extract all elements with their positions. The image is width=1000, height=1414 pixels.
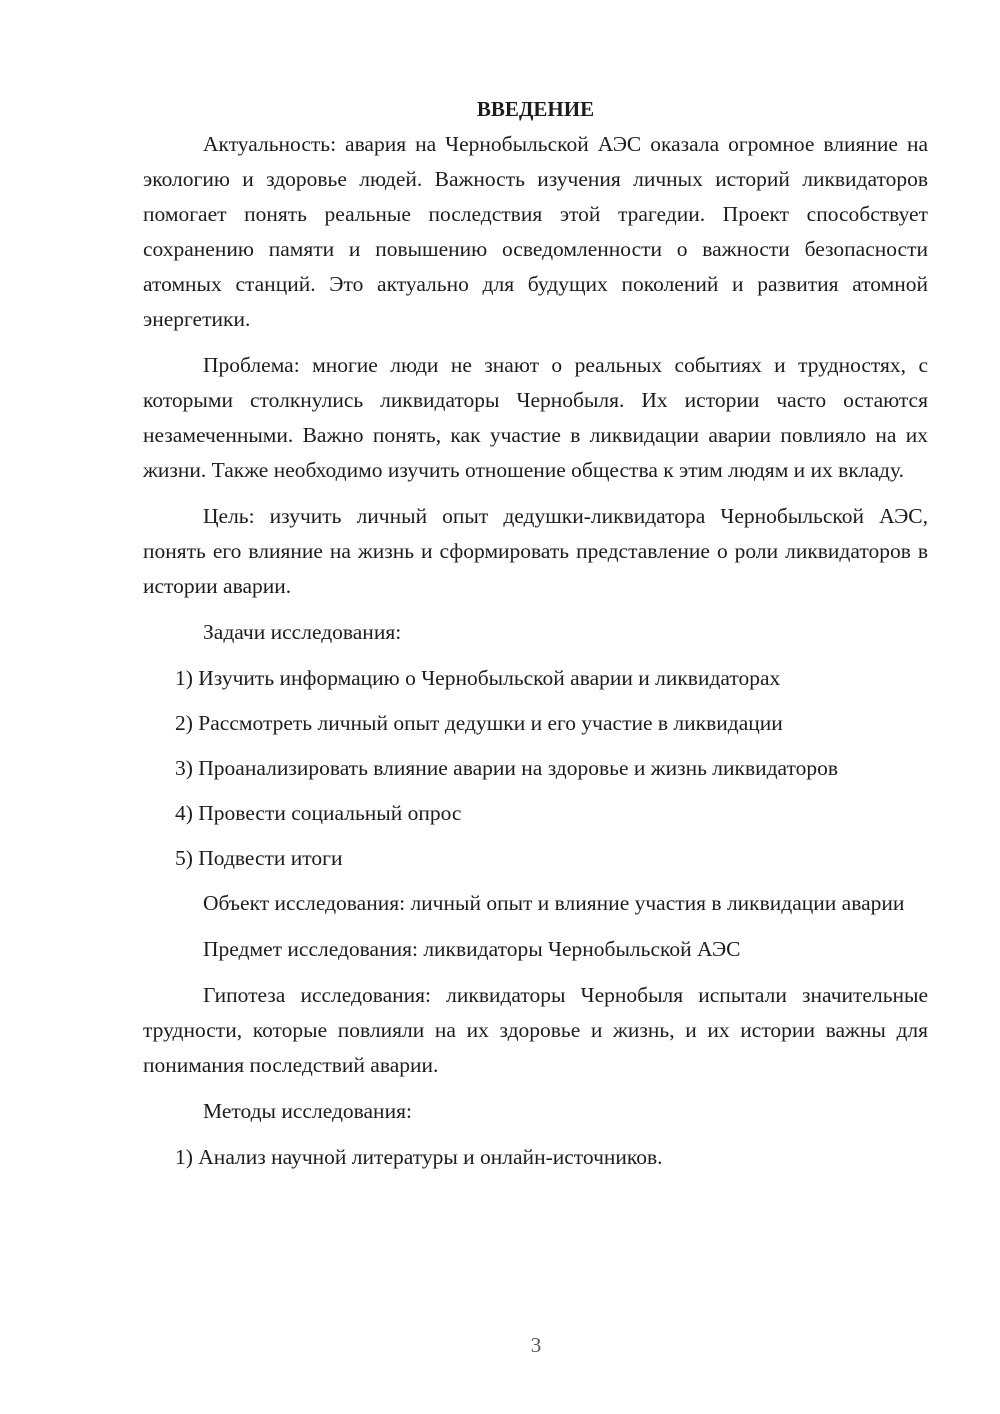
hypothesis-paragraph: Гипотеза исследования: ликвидаторы Чернобыля испытали значительные трудности, которые повлияли на их здоровье и жизнь, и их истории важны для понимания последствий аварии. bbox=[143, 983, 928, 1077]
goal-paragraph: Цель: изучить личный опыт дедушки-ликвидатора Чернобыльской АЭС, понять его влияние на жизнь и сформировать представление о роли ликвидаторов в истории аварии. bbox=[143, 504, 928, 598]
problem-paragraph: Проблема: многие люди не знают о реальных событиях и трудностях, с которыми столкнулись ликвидаторы Чернобыля. Их истории часто остаются незамеченными. Важно понять, как участие в ликвидации аварии повлияло на их жизни. Также необходимо изучить отношение общества к этим людям и их вкладу. bbox=[143, 353, 928, 482]
object-paragraph: Объект исследования: личный опыт и влияние участия в ликвидации аварии bbox=[203, 891, 905, 915]
tasks-heading: Задачи исследования: bbox=[203, 620, 402, 644]
subject-paragraph: Предмет исследования: ликвидаторы Чернобыльской АЭС bbox=[203, 937, 741, 961]
task-item: 2) Рассмотреть личный опыт дедушки и его участие в ликвидации bbox=[175, 711, 783, 735]
methods-heading: Методы исследования: bbox=[203, 1099, 412, 1123]
document-page bbox=[143, 92, 928, 1185]
relevance-paragraph: Актуальность: авария на Чернобыльской АЭС оказала огромное влияние на экологию и здоровье людей. Важность изучения личных историй ликвидаторов помогает понять реальные последствия этой трагедии. Проект способствует сохранению памяти и повышению осведомленности о важности безопасности атомных станций. Это актуально для будущих поколений и развития атомной энергетики. bbox=[143, 132, 928, 331]
task-item: 1) Изучить информацию о Чернобыльской аварии и ликвидаторах bbox=[175, 666, 781, 690]
page-number: 3 bbox=[530, 1333, 542, 1357]
task-item: 3) Проанализировать влияние аварии на здоровье и жизнь ликвидаторов bbox=[175, 756, 839, 780]
method-item: 1) Анализ научной литературы и онлайн-источников. bbox=[175, 1145, 663, 1169]
task-item: 5) Подвести итоги bbox=[175, 846, 343, 870]
task-item: 4) Провести социальный опрос bbox=[175, 801, 462, 825]
section-title: ВВЕДЕНИЕ bbox=[476, 97, 595, 121]
